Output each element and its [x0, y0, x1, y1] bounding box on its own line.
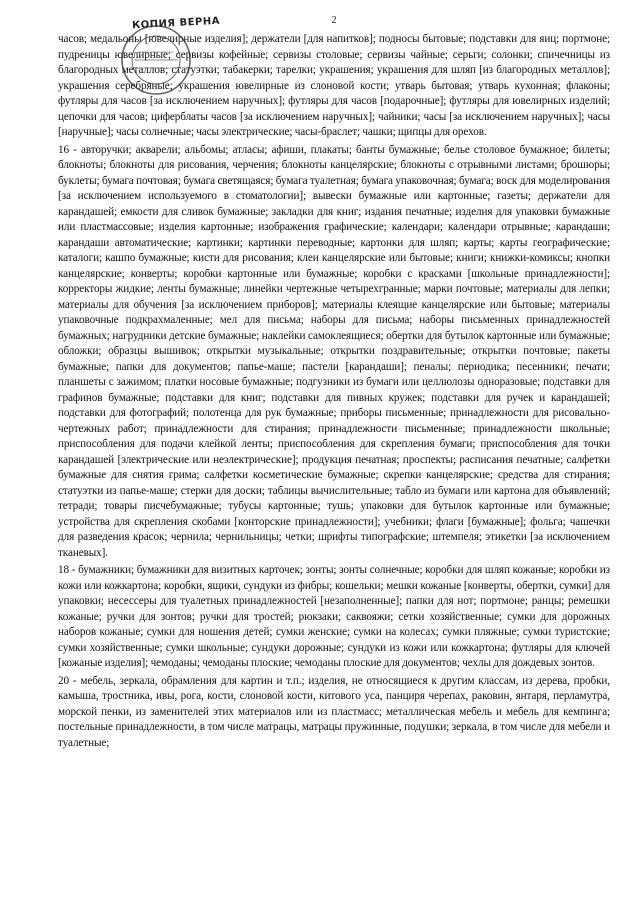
- paragraph-class-16: 16 - авторучки; акварели; альбомы; атласы; афиши, плакаты; банты бумажные; белье столовое бумажное; билеты; блокноты; блокноты для рисования, черчения; блокноты канцелярские; блокноты с отрывными листами; брошюры; буклеты; бумага почтовая; бумага светящаяся; бумага туалетная; бумага упаковочная; бумага; воск для моделирования [за исключением используемого в стоматологии]; вывески бумажные или картонные; газеты; держатели для карандашей; емкости для сливок бумажные; закладки для книг; издания печатные; изделия для упаковки бумажные или пластмассовые; изделия картонные; изображения графические; календари; календари отрывные; карандаши; карандаши автоматические; картинки; картинки переводные; картонки для шляп; карты; карты географические; каталоги; кашпо бумажные; кисти для рисования; клеи канцелярские или бытовые; книги; книжки-комиксы; кнопки канцелярские; конверты; коробки картонные или бумажные; коробки с красками [школьные принадлежности]; корректоры жидкие; ленты бумажные; линейки чертежные четырехгранные; марки почтовые; материалы для лепки; материалы для обучения [за исключением приборов]; материалы клеящие канцелярские или бытовые; материалы упаковочные подкрахмаленные; мел для письма; наборы для письма; наборы письменных принадлежностей бумажных; нагрудники детские бумажные; наклейки самоклеящиеся; обертки для бутылок картонные или бумажные; обложки; образцы вышивок; открытки музыкальные; открытки поздравительные; открытки почтовые; пакеты бумажные; папки для документов; папье-маше; пастели [карандаши]; пеналы; периодика; песенники; печати; планшеты с зажимом; платки носовые бумажные; подгузники из бумаги или целлюлозы одноразовые; подставки для графинов бумажные; подставки для книг; подставки для пивных кружек; подставки для ручек и карандашей; подставки для фотографий; полотенца для рук бумажные; приборы письменные; принадлежности для рисовально-чертежных работ; принадлежности для стирания; принадлежности письменные; принадлежности школьные; приспособления для подачи клейкой ленты; приспособления для скрепления бумаги; приспособления для точки карандашей [электрические или неэлектрические]; продукция печатная; проспекты; расписания печатные; салфетки бумажные для снятия грима; салфетки косметические бумажные; скрепки канцелярские; средства для стирания; статуэтки из папье-маше; стерки для доски; таблицы вычислительные; табло из бумаги или картона для объявлений; тетради; товары писчебумажные; тубусы картонные; тушь; упаковки для бутылок картонные или бумажные; устройства для скрепления скобами [конторские принадлежности]; учебники; флаги [бумажные]; фольга; чашечки для разведения красок; чернила; чернильницы; четки; шрифты типографские; штемпеля; этикетки [за исключением тканевых].: [58, 143, 610, 559]
- page-number: 2: [331, 15, 337, 26]
- paragraph-class-14-continued: часов; медальоны [ювелирные изделия]; держатели [для напитков]; подносы бытовые; подставки для яиц; портмоне; пудреницы ювелирные; сервизы кофейные; сервизы столовые; сервизы чайные; серьги; солонки; спичечницы из благородных металлов; статуэтки; табакерки; тарелки; украшения; украшения для шляп [из благородных металлов]; украшения серебряные; украшения ювелирные из слоновой кости; утварь бытовая; утварь кухонная; флаконы; футляры для часов [за исключением наручных]; футляры для часов [подарочные]; футляры для ювелирных изделий; цепочки для часов; циферблаты часов [за исключением наручных]; чайники; часы [за исключением наручных]; часы [наручные]; часы солнечные; часы электрические; часы-браслет; чашки; щипцы для орехов.: [58, 33, 610, 138]
- stamp-label: КОПИЯ ВЕРНА: [131, 15, 221, 32]
- paragraph-class-18: 18 - бумажники; бумажники для визитных карточек; зонты; зонты солнечные; коробки для шляп кожаные; коробки из кожи или кожкартона; коробки, ящики, сундуки из фибры; кошельки; мешки кожаные [конверты, обертки, сумки] для упаковки; несессеры для туалетных принадлежностей [незаполненные]; папки для нот; портмоне; ранцы; ремешки кожаные; ручки для зонтов; ручки для тростей; рюкзаки; саквояжи; сетки хозяйственные; сумки для дорожных наборов кожаные; сумки для ношения детей; сумки женские; сумки на колесах; сумки пляжные; сумки туристские; сумки хозяйственные; сумки школьные; сундуки дорожные; сундуки из кожи или кожкартона; футляры для ключей [кожаные изделия]; чемоданы; чемоданы плоские; чемоданы плоские для документов; чехлы для дождевых зонтов.: [58, 564, 610, 669]
- paragraph-class-20: 20 - мебель, зеркала, обрамления для картин и т.п.; изделия, не относящиеся к другим классам, из дерева, пробки, камыша, тростника, ивы, рога, кости, слоновой кости, китового уса, панциря черепах, раковин, янтаря, перламутра, морской пенки, из заменителей этих материалов или из пластмасс; металлическая мебель и мебель для кемпинга; постельные принадлежности, в том числе матрацы, матрацы пружинные, подушки; зеркала, в том числе для мебели и туалетные;: [58, 674, 610, 749]
- document-page: [58, 14, 610, 751]
